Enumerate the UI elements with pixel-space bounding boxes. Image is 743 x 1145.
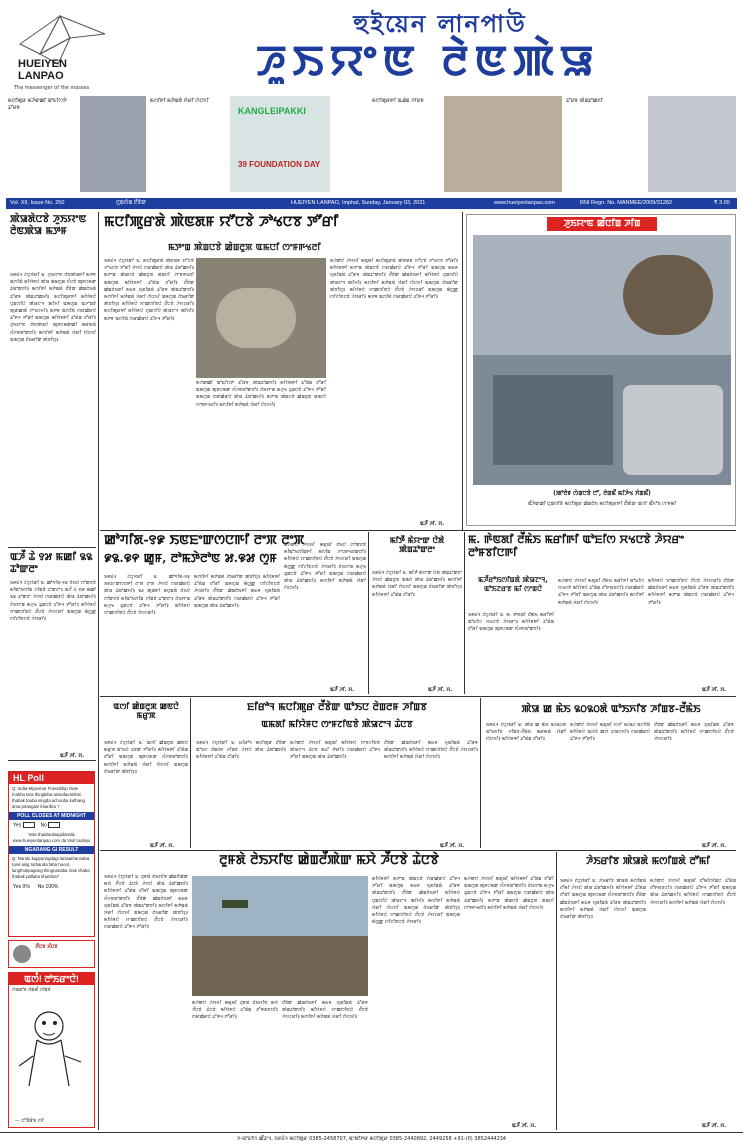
bottom-left-headline[interactable]: ꯂꯨꯝꯗꯥ ꯂꯥꯏꯆꯤꯟ ꯀꯥꯡꯂꯩꯄꯥꯛ ꯃꯆꯥ ꯍꯩꯅꯕꯥ ꯊꯥꯅꯕꯥ [219, 853, 439, 868]
mid-center-subhead: ꯑꯃꯗꯤ ꯃꯤꯌꯥꯝꯅ ꯁꯦꯝꯖꯤꯟꯕꯥ ꯄꯥꯎꯖꯦꯜ ꯊꯥꯅꯕ [261, 720, 413, 730]
strip-story-2[interactable] [150, 96, 330, 196]
photo-helicopter [222, 900, 248, 908]
poll-no-result: No 100% [37, 884, 59, 891]
mid-right-body-col-2: ꯃꯍꯥꯛꯅꯥ ꯍꯥꯌꯈꯤ ꯃꯗꯨꯗꯤ ꯆꯍꯤ ꯲꯰꯲꯰ ꯑꯁꯤꯗꯥ ꯃꯤꯌꯥꯝꯅꯥ ꯑꯋꯥꯕꯥ ꯀꯌꯥ ꯊꯦꯡꯅꯈꯤ꯫ ꯁꯔꯀꯥꯔꯅꯥ ꯊꯧꯒꯜ ꯇꯧꯔꯤ꯫ [570, 723, 650, 743]
left-headline-1[interactable]: ꯄꯥꯎꯗꯥꯅꯕꯥ ꯍꯨꯏꯌꯦꯟ ꯂꯥꯟꯄꯥꯎ ꯃꯇꯝ [10, 214, 87, 237]
mid-center-body-col-1: ꯏꯝꯐꯥꯜ ꯖꯥꯅꯨꯋꯥꯔꯤ ꯲: ꯐꯤꯔꯣꯜ ꯃꯅꯤꯄꯨꯔ ꯂꯩꯕꯥꯛ ꯑꯣꯏꯅ ꯂꯥꯡꯂꯝ ꯍꯤꯡꯕ ꯍꯥꯌꯅꯥ ꯄꯥꯎ ꯊꯥꯗꯣꯀꯈꯤ꯫ ꯃꯤꯌꯥꯝꯒꯤ ꯊꯧꯗꯥꯡ ꯂꯧꯔꯤ꯫ [196, 741, 286, 761]
bottom-left-signoff: ꯑꯍꯩ ꯍꯤ. ꯆ. [512, 1123, 537, 1129]
poll-vote-text[interactable]: Vote thadanabagidamak www.hueiyenlanpao.com da Visit toubiyu [12, 832, 91, 844]
strip-text: ꯃꯅꯤꯄꯨꯔꯒꯤ ꯑꯉꯥꯡ ꯍꯤꯔꯝ [372, 98, 424, 104]
lead-body-col-2: ꯃꯍꯥꯛꯀꯤ ꯑꯣꯐꯤꯁꯇꯥ ꯊꯧꯔꯝ ꯄꯥꯡꯊꯣꯀꯈꯤ꯫ ꯃꯤꯌꯥꯝꯒꯤ ꯊꯧꯗꯥꯡ ꯂꯧꯔꯤ ꯑꯃꯁꯨꯡ ꯄꯨꯝꯅꯃꯛ ꯈꯪꯍꯟꯗꯣꯛꯂꯤ꯫ ꯂꯥꯏꯌꯦꯡ ꯃꯍꯨꯠ ꯊꯨꯡꯅꯕꯥ ꯊꯧꯒꯜ ꯇꯧꯔꯤ ꯑꯃꯁꯨꯡ ꯁꯔꯀꯥꯔꯅꯥ ꯄꯥꯎ ꯊꯥꯗꯣꯀꯈꯤ꯫ ꯃꯇꯦꯡ ꯄꯥꯡꯅꯕꯥ ꯀꯥꯡꯂꯨꯞ ꯑꯃꯅꯤ ꯁꯦꯝꯒꯠꯂꯤ꯫ ꯃꯁꯤꯒꯤ ꯃꯇꯥꯡꯗꯥ ꯋꯥꯔꯤ ꯁꯥꯅꯈꯤ꯫ [196, 381, 326, 408]
bottom-right-body-col-2: ꯃꯍꯥꯛꯅꯥ ꯍꯥꯌꯈꯤ ꯃꯗꯨꯗꯤ ꯂꯧꯃꯤꯁꯤꯡꯅꯥ ꯊꯧꯗꯥꯡ ꯂꯧꯒꯗꯕꯅꯤ꯫ ꯁꯔꯀꯥꯔꯅꯥ ꯊꯧꯒꯜ ꯇꯧꯔꯤ ꯑꯃꯁꯨꯡ ꯄꯥꯎ ꯊꯥꯗꯣꯀꯈꯤ꯫ ꯃꯤꯌꯥꯝꯅꯥ ꯆꯦꯀꯁꯤꯟꯅꯥ ꯂꯩꯅꯕꯥ ꯍꯥꯌꯖꯔꯤ꯫ ꯃꯁꯤꯒꯤ ꯃꯇꯥꯡꯗꯥ ꯋꯥꯔꯤ ꯁꯥꯅꯈꯤ꯫ [650, 879, 736, 906]
feature-painting [473, 235, 731, 485]
right-mid-headline[interactable]: ꯃ. ꯒꯥꯟꯗꯤ ꯂꯩꯃꯥꯏ ꯃꯔꯤꯒꯤ ꯑꯣꯐꯤꯁ ꯆꯠꯅꯕꯥ ꯍꯥꯌꯔꯦ ꯂꯣꯝꯕꯤꯅꯒꯤ [468, 533, 684, 559]
small-body: ꯏꯝꯐꯥꯜ ꯖꯥꯅꯨꯋꯥꯔꯤ ꯲: ꯃꯤꯇꯩ ꯃꯥꯌꯦꯛ ꯅꯥꯗꯥ ꯄꯥꯡꯊꯣꯛꯂꯦ ꯍꯥꯌꯅꯥ ꯀꯥꯡꯂꯨꯞ ꯑꯃꯅꯥ ꯄꯥꯎ ꯊꯥꯗꯣꯀꯈꯤ꯫ ꯃꯁꯤꯒꯤ ꯃꯇꯥꯡꯗꯥ ꯋꯥꯔꯤ ꯁꯥꯅꯈꯤ ꯑꯃꯁꯨꯡ ꯂꯥꯏꯔꯤꯛ ꯄꯥꯕꯤꯌꯨ꯫ ꯃꯤꯌꯥꯝꯒꯤ ꯊꯧꯗꯥꯡ ꯂꯧꯔꯤ꯫ [372, 571, 462, 598]
poll-question: Q: India-Myanmar Friendship Gate makha tara thingbiba asinafaorekhni thabak touba singda achouba kuthang ama pirangani kharibra ? [12, 786, 85, 809]
row-rule [8, 760, 96, 761]
bottom-right-body-col-1: ꯏꯝꯐꯥꯜ ꯖꯥꯅꯨꯋꯥꯔꯤ ꯲: ꯍꯥꯏꯔꯤꯕ ꯄꯥꯎꯗꯥ ꯃꯁꯤꯡꯗꯥ ꯂꯧꯃꯤ ꯍꯥꯌꯅꯥ ꯄꯥꯎ ꯊꯥꯗꯣꯀꯈꯤ꯫ ꯃꯤꯌꯥꯝꯒꯤ ꯊꯧꯗꯥꯡ ꯂꯧꯔꯤ ꯑꯃꯁꯨꯡ ꯄꯨꯝꯅꯃꯛ ꯈꯪꯍꯟꯗꯣꯛꯂꯤ꯫ ꯂꯩꯕꯥꯛ ꯀꯥꯡꯂꯥꯏꯒꯤ ꯃꯐꯝ ꯈꯨꯗꯤꯡꯗꯥ ꯊꯧꯔꯝ ꯄꯥꯡꯊꯣꯛꯂꯤ꯫ ꯃꯁꯤꯒꯤ ꯃꯇꯥꯡꯗꯥ ꯋꯥꯔꯤ ꯁꯥꯅꯈꯤ ꯑꯃꯁꯨꯡ ꯂꯥꯏꯔꯤꯛ ꯄꯥꯕꯤꯌꯨ꯫ [560, 879, 646, 921]
bottom-right-signoff: ꯑꯍꯩ ꯍꯤ. ꯆ. [702, 1123, 727, 1129]
row-rule [100, 696, 736, 697]
dateline-place-date: HUEIYEN LANPAO, Imphal, Sunday, January 03, 2021 [291, 200, 426, 206]
poll-yes-option[interactable] [13, 822, 35, 828]
mid-left-body: ꯏꯝꯐꯥꯜ ꯖꯥꯅꯨꯋꯥꯔꯤ ꯲: ꯑꯁꯤ ꯀꯥꯡꯂꯨꯞ ꯀꯟꯅꯥ ꯃꯔꯨꯞ ꯑꯣꯏꯅꯥ ꯊꯕꯛ ꯇꯧꯔꯤ꯫ ꯃꯤꯌꯥꯝꯒꯤ ꯊꯧꯗꯥꯡ ꯂꯧꯔꯤ ꯑꯃꯁꯨꯡ ꯄꯨꯝꯅꯃꯛ ꯈꯪꯍꯟꯗꯣꯛꯂꯤ꯫ ꯃꯁꯤꯒꯤ ꯃꯇꯥꯡꯗꯥ ꯋꯥꯔꯤ ꯁꯥꯅꯈꯤ ꯑꯃꯁꯨꯡ ꯂꯥꯏꯔꯤꯛ ꯄꯥꯕꯤꯌꯨ꯫ [104, 741, 188, 775]
bottom-body-col-2: ꯃꯍꯥꯛꯅꯥ ꯍꯥꯌꯈꯤ ꯃꯗꯨꯗꯤ ꯂꯨꯝꯗꯥ ꯂꯥꯏꯆꯤꯟ ꯃꯆꯥ ꯍꯩꯅꯕꯥ ꯊꯥꯅꯕꯥ ꯃꯤꯌꯥꯝꯅꯥ ꯊꯧꯗꯥꯡ ꯂꯧꯒꯗꯕꯅꯤ꯫ ꯁꯔꯀꯥꯔꯅꯥ ꯊꯧꯒꯜ ꯇꯧꯔꯤ꯫ [192, 1001, 278, 1021]
strip-banner-text: KANGLEIPAKKI [238, 106, 306, 116]
covid-subhead: ꯹꯲.꯶꯵ ꯀꯨꯝ, ꯂꯣꯃꯇꯥꯂꯣꯟ ꯷.꯶꯷ ꯁꯨꯝ [104, 551, 277, 565]
painting-figure-right [623, 385, 723, 475]
dateline-local: ꯅꯨꯡꯁꯥꯡ ꯂꯩꯕꯥꯛ [116, 200, 146, 206]
cartoon-caption: ꯁꯥꯡꯗꯣꯝ ꯂꯥꯡꯃꯩ ꯍꯤꯡꯕꯥ [12, 988, 51, 993]
strip-photo [444, 96, 562, 192]
mid-left-signoff: ꯑꯍꯩ ꯍꯤ. ꯆ. [150, 843, 175, 849]
logo-name: HUEIYEN LANPAO [18, 58, 67, 82]
left-headline-2[interactable]: ꯑꯍꯩ ꯊꯥ ꯱꯷ ꯃꯀꯤ ꯲꯲ ꯊꯣꯛꯂꯦ [10, 552, 93, 575]
mid-right-body-col-1: ꯏꯝꯐꯥꯜ ꯖꯥꯅꯨꯋꯥꯔꯤ ꯲: ꯄꯥꯎ ꯀ ꯃꯥꯏ ꯲꯰꯲꯰ꯗꯥ ꯑꯣꯏꯈꯤꯕ ꯍꯤꯡꯕ-ꯂꯩꯃꯥꯏ ꯃꯔꯃꯗꯥ ꯋꯥꯔꯤ ꯁꯥꯅꯈꯤ꯫ ꯃꯤꯌꯥꯝꯒꯤ ꯊꯧꯗꯥꯡ ꯂꯧꯔꯤ꯫ [486, 723, 566, 743]
feature-caption-2: ꯑꯩꯍꯥꯛꯀꯤ ꯅꯨꯡꯁꯤꯕꯥ ꯃꯅꯤꯄꯨꯔ ꯀꯥꯡꯂꯥꯏ ꯃꯅꯤꯄꯨꯔꯒꯤ ꯂꯩꯄꯥꯛ ꯑꯁꯤ ꯑꯩꯈꯣꯏ ꯁꯦꯝꯃꯤ [527, 502, 677, 507]
mid-center-body-col-3: ꯂꯩꯕꯥꯛ ꯀꯥꯡꯂꯥꯏꯒꯤ ꯃꯐꯝ ꯈꯨꯗꯤꯡꯗꯥ ꯊꯧꯔꯝ ꯄꯥꯡꯊꯣꯛꯂꯤ꯫ ꯃꯤꯌꯥꯝꯅꯥ ꯆꯦꯀꯁꯤꯟꯅꯥ ꯂꯩꯅꯕꯥ ꯍꯥꯌꯖꯔꯤ꯫ ꯃꯁꯤꯒꯤ ꯃꯇꯥꯡꯗꯥ ꯋꯥꯔꯤ ꯁꯥꯅꯈꯤ꯫ [384, 741, 478, 761]
footer: ꯍ-ꯑꯣꯐꯤꯁ ꯀꯩꯊꯦꯜ, ꯏꯝꯐꯥꯜ ꯃꯅꯤꯄꯨꯔ 0385-2458707, ꯑꯦꯗꯤꯇꯔ ꯃꯅꯤꯄꯨꯔ 0385-2440892, 2449258 +91-(0) 3852444234 [0, 1132, 743, 1145]
mid-center-body-col-2: ꯃꯍꯥꯛꯅꯥ ꯍꯥꯌꯈꯤ ꯃꯗꯨꯗꯤ ꯃꯤꯌꯥꯝꯅꯥ ꯁꯦꯝꯖꯤꯟꯕꯥ ꯄꯥꯎꯖꯦꯜ ꯊꯥꯅꯕ ꯃꯊꯧ ꯇꯥꯔꯤ꯫ ꯁꯔꯀꯥꯔꯅꯥ ꯊꯧꯒꯜ ꯇꯧꯔꯤ ꯑꯃꯁꯨꯡ ꯄꯥꯎ ꯊꯥꯗꯣꯀꯈꯤ꯫ [290, 741, 380, 761]
feature-title: ꯍꯨꯏꯌꯦꯟ ꯀꯩꯅꯤꯡ ꯍꯤꯡ [547, 217, 657, 231]
weather-icon [13, 945, 31, 963]
left-signoff: ꯑꯍꯩ ꯍꯤ. ꯆ. [60, 753, 85, 759]
column-rule [556, 852, 557, 1130]
dateline [6, 198, 737, 209]
poll-result-question: Q: Nandu kuppunngdagi lanlauthannaba turel asig torbanda faba hoool, langthokpagang thingnanaba mak chaba thabak palluba khanbra? [12, 856, 90, 880]
feature-caption-1: (ꯄꯣꯂꯥꯝ ꯁꯥꯡꯅꯕꯥ ꯅꯧ, ꯂꯥꯡꯃꯩ ꯃꯤꯍꯥꯠ ꯈꯥꯡꯃꯩ) [553, 490, 651, 497]
covid-body-col-2: ꯃꯁꯤꯒꯤ ꯃꯇꯥꯡꯗꯥ ꯂꯥꯏꯔꯤꯛ ꯄꯥꯕꯤꯌꯨ꯫ ꯃꯤꯌꯥꯝꯒꯤ ꯊꯧꯗꯥꯡ ꯂꯧꯔꯤ ꯑꯃꯁꯨꯡ ꯃꯥꯁ꯭ꯛ ꯁꯤꯖꯤꯟꯅꯕꯥ ꯍꯥꯌꯔꯤ꯫ ꯂꯩꯕꯥꯛ ꯀꯥꯡꯂꯥꯏꯒꯤ ꯃꯐꯝ ꯈꯨꯗꯤꯡꯗꯥ ꯊꯧꯔꯝ ꯄꯥꯡꯊꯣꯛꯂꯤ꯫ ꯁꯔꯀꯥꯔꯅꯥ ꯊꯧꯒꯜ ꯇꯧꯔꯤ ꯑꯃꯁꯨꯡ ꯄꯥꯎ ꯊꯥꯗꯣꯀꯈꯤ꯫ [194, 575, 280, 609]
hl-poll [8, 771, 95, 937]
poll-yes-label: Yes [13, 822, 22, 829]
mid-center-headline[interactable]: ꯐꯤꯔꯣꯜ ꯃꯅꯤꯄꯨꯔ ꯂꯩꯕꯥꯛ ꯑꯣꯏꯅ ꯂꯥꯡꯂꯝ ꯍꯤꯡꯕ [247, 702, 427, 713]
poll-no-label: No [40, 822, 47, 829]
column-rule [464, 532, 465, 694]
lead-signoff: ꯑꯍꯩ ꯍꯤ. ꯆ. [420, 521, 445, 527]
photo-mountain [192, 936, 368, 996]
bottom-body-col-4: ꯃꯤꯌꯥꯝꯒꯤ ꯃꯇꯦꯡ ꯄꯥꯡꯅꯕꯥ ꯁꯔꯀꯥꯔꯅꯥ ꯊꯧꯒꯜ ꯇꯧꯔꯤ ꯑꯃꯁꯨꯡ ꯃꯐꯝ ꯈꯨꯗꯤꯡꯗꯥ ꯊꯧꯔꯝ ꯄꯥꯡꯊꯣꯛꯂꯤ꯫ ꯂꯩꯕꯥꯛ ꯀꯥꯡꯂꯥꯏꯒꯤ ꯃꯤꯌꯥꯝꯅꯥ ꯅꯨꯡꯁꯤꯅꯥ ꯄꯥꯎꯖꯦꯜ ꯄꯤꯈꯤ꯫ ꯃꯁꯤꯒꯤ ꯃꯇꯥꯡꯗꯥ ꯋꯥꯔꯤ ꯁꯥꯅꯈꯤ ꯑꯃꯁꯨꯡ ꯂꯥꯏꯔꯤꯛ ꯄꯥꯕꯤꯌꯨ꯫ ꯃꯤꯌꯥꯝꯅꯥ ꯆꯦꯀꯁꯤꯟꯅꯥ ꯂꯩꯅꯕꯥ ꯍꯥꯌꯖꯔꯤ ꯑꯃꯁꯨꯡ ꯃꯥꯁ꯭ꯛ ꯁꯤꯖꯤꯟꯅꯕꯥ ꯍꯥꯌꯔꯤ꯫ [372, 877, 460, 926]
mid-right-headline[interactable]: ꯄꯥꯎ ꯀ ꯃꯥꯏ ꯲꯰꯲꯰ꯗꯥ ꯑꯣꯏꯈꯤꯕ ꯍꯤꯡꯕ-ꯂꯩꯃꯥꯏ [521, 704, 701, 715]
right-mid-subhead: ꯃꯍꯩꯔꯣꯏꯁꯤꯡꯗꯥ ꯄꯥꯎꯖꯦꯜ, ꯑꯣꯏꯖꯔꯕ ꯃꯤ ꯁꯦꯡꯅꯥ [478, 576, 548, 593]
small-signoff: ꯑꯍꯩ ꯍꯤ. ꯆ. [428, 687, 453, 693]
strip-photo [648, 96, 736, 192]
bottom-right-headline[interactable]: ꯍꯥꯏꯔꯤꯕ ꯄꯥꯎꯗꯥ ꯃꯁꯤꯡꯗꯥ ꯂꯧꯃꯤ [586, 856, 710, 867]
lead-subhead: ꯃꯇꯦꯡ ꯄꯥꯡꯅꯕꯥ ꯀꯥꯡꯂꯨꯞ ꯑꯃꯅꯤ ꯁꯦꯝꯒꯠꯂꯤ [168, 243, 321, 253]
column-rule [480, 698, 481, 848]
mid-left-headline[interactable]: ꯑꯁꯤ ꯀꯥꯡꯂꯨꯞ ꯀꯟꯅꯥ ꯃꯔꯨꯞ [113, 701, 179, 721]
row-rule [8, 547, 96, 548]
cartoon-signature: — ꯅꯧꯕꯥꯔꯥꯝ ꯁꯤ [15, 1119, 44, 1124]
small-headline[interactable]: ꯃꯤꯇꯩ ꯃꯥꯌꯦꯛ ꯅꯥꯗꯥ ꯄꯥꯡꯊꯣꯛꯂꯦ [389, 535, 445, 555]
covid-signoff: ꯑꯍꯩ ꯍꯤ. ꯆ. [330, 687, 355, 693]
poll-yes-result: Yes 0% [13, 884, 30, 891]
right-mid-body-col-3: ꯃꯤꯌꯥꯝꯅꯥ ꯆꯦꯀꯁꯤꯟꯅꯥ ꯂꯩꯅꯕꯥ ꯍꯥꯌꯖꯔꯤ꯫ ꯂꯩꯕꯥꯛ ꯀꯥꯡꯂꯥꯏꯒꯤ ꯃꯐꯝ ꯈꯨꯗꯤꯡꯗꯥ ꯊꯧꯔꯝ ꯄꯥꯡꯊꯣꯛꯂꯤ꯫ ꯃꯤꯌꯥꯝꯒꯤ ꯃꯇꯦꯡ ꯄꯥꯡꯅꯕꯥ ꯁꯔꯀꯥꯔꯅꯥ ꯊꯧꯒꯜ ꯇꯧꯔꯤ꯫ [648, 579, 734, 606]
row-rule [100, 850, 736, 851]
right-mid-body-col-1: ꯏꯝꯐꯥꯜ ꯖꯥꯅꯨꯋꯥꯔꯤ ꯲: ꯃ. ꯒꯥꯟꯗꯤ ꯂꯩꯃꯥꯏ ꯃꯔꯤꯒꯤ ꯑꯣꯐꯤꯁ ꯆꯠꯅꯕꯥ ꯍꯥꯌꯔꯦ꯫ ꯃꯤꯌꯥꯝꯒꯤ ꯊꯧꯗꯥꯡ ꯂꯧꯔꯤ ꯑꯃꯁꯨꯡ ꯄꯨꯝꯅꯃꯛ ꯈꯪꯍꯟꯗꯣꯛꯂꯤ꯫ [468, 613, 554, 633]
poll-no-box[interactable] [48, 822, 60, 828]
bottom-photo [192, 876, 368, 996]
lead-photo-subject [216, 288, 296, 348]
cartoon-figure-icon [9, 996, 95, 1106]
left-body-2: ꯏꯝꯐꯥꯜ ꯖꯥꯅꯨꯋꯥꯔꯤ ꯲: ꯀꯣꯚꯤꯗ-꯱꯹ ꯂꯥꯏꯅꯥ ꯁꯣꯛꯂꯕꯥ ꯃꯤꯑꯣꯏꯁꯤꯡ ꯍꯤꯡꯕꯥ ꯊꯣꯛꯂꯦ꯫ ꯑꯍꯩ ꯊꯥ ꯱꯷ ꯃꯀꯤ ꯲꯲ ꯊꯣꯛꯂꯦ ꯍꯥꯌꯅꯥ ꯁꯔꯀꯥꯔꯅꯥ ꯄꯥꯎ ꯊꯥꯗꯣꯀꯈꯤ꯫ ꯂꯥꯏꯌꯦꯡ ꯃꯍꯨꯠ ꯊꯨꯡꯅꯕꯥ ꯊꯧꯒꯜ ꯇꯧꯔꯤ꯫ ꯃꯤꯌꯥꯝꯅꯥ ꯆꯦꯀꯁꯤꯟꯅꯥ ꯂꯩꯅꯕꯥ ꯍꯥꯌꯖꯔꯤ ꯑꯃꯁꯨꯡ ꯃꯥꯁ꯭ꯛ ꯁꯤꯖꯤꯟꯅꯕꯥ ꯍꯥꯌꯔꯤ꯫ [10, 581, 96, 623]
painting-figures [493, 375, 613, 465]
right-mid-body-col-2: ꯃꯍꯥꯛꯅꯥ ꯍꯥꯌꯈꯤ ꯃꯗꯨꯗꯤ ꯂꯩꯃꯥꯏ ꯃꯔꯤꯒꯤ ꯑꯣꯐꯤꯁ ꯆꯠꯅꯕꯥ ꯃꯤꯌꯥꯝꯅꯥ ꯊꯧꯗꯥꯡ ꯂꯧꯒꯗꯕꯅꯤ꯫ ꯁꯔꯀꯥꯔꯅꯥ ꯊꯧꯒꯜ ꯇꯧꯔꯤ ꯑꯃꯁꯨꯡ ꯄꯥꯎ ꯊꯥꯗꯣꯀꯈꯤ꯫ ꯃꯁꯤꯒꯤ ꯃꯇꯥꯡꯗꯥ ꯋꯥꯔꯤ ꯁꯥꯅꯈꯤ꯫ [558, 579, 644, 606]
mid-center-signoff: ꯑꯍꯩ ꯍꯤ. ꯆ. [440, 843, 465, 849]
poll-result-head: NGARANG GI RESULT [9, 846, 94, 854]
strip-story-1[interactable] [8, 96, 146, 196]
lead-headline[interactable]: ꯃꯅꯤꯄꯨꯔꯗꯥ ꯄꯥꯟꯗꯝ ꯌꯧꯅꯕꯥ ꯍꯣꯠꯅꯕ ꯇꯧꯔꯤ [104, 214, 339, 230]
strip-photo [80, 96, 146, 192]
strip-photo [230, 96, 330, 192]
covid-headline[interactable]: ꯀꯣꯚꯤꯗ-꯱꯹ ꯏꯟꯐꯦꯛꯁꯅꯒꯤ ꯂꯦꯞ ꯂꯦꯞ [104, 533, 305, 548]
weather-box [8, 940, 95, 968]
lead-body-col-1: ꯏꯝꯐꯥꯜ ꯖꯥꯅꯨꯋꯥꯔꯤ ꯲: ꯃꯅꯤꯄꯨꯔꯗꯥ ꯄꯥꯟꯗꯝ ꯌꯧꯅꯕꯥ ꯍꯣꯠꯅꯕ ꯇꯧꯔꯤ ꯍꯥꯌꯅꯥ ꯁꯔꯀꯥꯔꯅꯥ ꯄꯥꯎ ꯊꯥꯗꯣꯀꯈꯤ꯫ ꯃꯇꯦꯡ ꯄꯥꯡꯅꯕꯥ ꯀꯥꯡꯂꯨꯞ ꯑꯃꯅꯤ ꯁꯦꯝꯒꯠꯂꯤ ꯑꯃꯁꯨꯡ ꯃꯤꯌꯥꯝꯒꯤ ꯊꯧꯗꯥꯡ ꯂꯧꯔꯤ꯫ ꯂꯩꯕꯥꯛ ꯀꯥꯡꯂꯥꯏꯒꯤ ꯃꯐꯝ ꯈꯨꯗꯤꯡꯗꯥ ꯊꯧꯔꯝ ꯄꯥꯡꯊꯣꯛꯂꯤ꯫ ꯃꯁꯤꯒꯤ ꯃꯇꯥꯡꯗꯥ ꯋꯥꯔꯤ ꯁꯥꯅꯈꯤ ꯑꯃꯁꯨꯡ ꯂꯥꯏꯔꯤꯛ ꯄꯥꯕꯤꯌꯨ꯫ ꯃꯤꯌꯥꯝꯅꯥ ꯆꯦꯀꯁꯤꯟꯅꯥ ꯂꯩꯅꯕꯥ ꯍꯥꯌꯖꯔꯤ꯫ ꯃꯅꯤꯄꯨꯔꯒꯤ ꯃꯤꯌꯥꯝꯅꯥ ꯅꯨꯡꯁꯤꯅꯥ ꯄꯥꯎꯖꯦꯜ ꯄꯤꯈꯤ꯫ ꯃꯇꯝ ꯑꯁꯤꯗꯥ ꯁꯔꯀꯥꯔꯅꯥ ꯊꯧꯒꯜ ꯇꯧꯔꯤ꯫ [104, 259, 194, 322]
logo-tagline: The messenger of the masses [14, 85, 90, 91]
left-body-1: ꯏꯝꯐꯥꯜ ꯖꯥꯅꯨꯋꯥꯔꯤ ꯲: ꯍꯨꯏꯌꯦꯟ ꯂꯥꯟꯄꯥꯎꯒꯤ ꯃꯇꯝ ꯑꯁꯤꯗꯥ ꯃꯤꯌꯥꯝꯅꯥ ꯄꯥꯎ ꯑꯃꯁꯨꯡ ꯈꯪꯅꯕꯥ ꯄꯨꯝꯅꯃꯛ ꯊꯥꯗꯣꯛꯂꯤ꯫ ꯃꯁꯤꯒꯤ ꯃꯇꯥꯡꯗꯥ ꯂꯩꯕꯥꯛ ꯀꯥꯡꯂꯥꯏꯗꯥ ꯊꯧꯔꯝ ꯄꯥꯡꯊꯣꯀꯈꯤ꯫ ꯃꯅꯤꯄꯨꯔꯒꯤ ꯃꯤꯌꯥꯝꯅꯥ ꯅꯨꯡꯁꯤꯅꯥ ꯄꯥꯎꯖꯦꯜ ꯄꯤꯈꯤ ꯑꯃꯁꯨꯡ ꯑꯍꯣꯡꯕꯥ ꯄꯨꯔꯀꯄꯥ ꯍꯣꯠꯅꯈꯤ꯫ ꯃꯇꯝ ꯑꯁꯤꯗꯥ ꯁꯔꯀꯥꯔꯅꯥ ꯊꯧꯒꯜ ꯇꯧꯔꯤ ꯑꯃꯁꯨꯡ ꯃꯤꯌꯥꯝꯒꯤ ꯊꯧꯗꯥꯡ ꯂꯧꯔꯤ꯫ ꯍꯨꯏꯌꯦꯟ ꯂꯥꯟꯄꯥꯎꯅꯥ ꯄꯨꯝꯅꯃꯛꯀꯤ ꯃꯔꯃꯗꯥ ꯈꯪꯍꯟꯗꯣꯛꯂꯤ꯫ ꯃꯁꯤꯒꯤ ꯃꯇꯥꯡꯗꯥ ꯋꯥꯔꯤ ꯁꯥꯅꯈꯤ ꯑꯃꯁꯨꯡ ꯂꯥꯏꯔꯤꯛ ꯄꯥꯕꯤꯌꯨ꯫ [10, 273, 96, 343]
website-link[interactable]: www.hueiyenlanpao.com [494, 200, 555, 206]
poll-yes-box[interactable] [23, 822, 35, 828]
painting-creature [623, 255, 713, 335]
poll-title: HL Poll [9, 772, 94, 784]
lead-body-col-3: ꯃꯍꯥꯛꯅꯥ ꯍꯥꯌꯈꯤ ꯃꯗꯨꯗꯤ ꯃꯅꯤꯄꯨꯔꯗꯥ ꯄꯥꯟꯗꯝ ꯌꯧꯅꯕꯥ ꯍꯣꯠꯅꯕ ꯇꯧꯔꯤ꯫ ꯃꯤꯌꯥꯝꯒꯤ ꯃꯇꯦꯡ ꯄꯥꯡꯅꯕꯥ ꯁꯔꯀꯥꯔꯅꯥ ꯊꯧꯒꯜ ꯇꯧꯔꯤ ꯑꯃꯁꯨꯡ ꯃꯐꯝ ꯈꯨꯗꯤꯡꯗꯥ ꯊꯧꯔꯝ ꯄꯥꯡꯊꯣꯛꯂꯤ꯫ ꯂꯩꯕꯥꯛ ꯀꯥꯡꯂꯥꯏꯒꯤ ꯃꯤꯌꯥꯝꯅꯥ ꯅꯨꯡꯁꯤꯅꯥ ꯄꯥꯎꯖꯦꯜ ꯄꯤꯈꯤ꯫ ꯃꯁꯤꯒꯤ ꯃꯇꯥꯡꯗꯥ ꯋꯥꯔꯤ ꯁꯥꯅꯈꯤ ꯑꯃꯁꯨꯡ ꯂꯥꯏꯔꯤꯛ ꯄꯥꯕꯤꯌꯨ꯫ ꯃꯤꯌꯥꯝꯅꯥ ꯆꯦꯀꯁꯤꯟꯅꯥ ꯂꯩꯅꯕꯥ ꯍꯥꯌꯖꯔꯤ ꯑꯃꯁꯨꯡ ꯃꯥꯁ꯭ꯛ ꯁꯤꯖꯤꯟꯅꯕꯥ ꯍꯥꯌꯔꯤ꯫ ꯃꯇꯝ ꯑꯁꯤꯗꯥ ꯁꯔꯀꯥꯔꯅꯥ ꯊꯧꯒꯜ ꯇꯧꯔꯤ꯫ [330, 259, 458, 301]
covid-body-col-1: ꯏꯝꯐꯥꯜ ꯖꯥꯅꯨꯋꯥꯔꯤ ꯲: ꯀꯣꯚꯤꯗ-꯱꯹ ꯏꯟꯐꯦꯛꯁꯅꯒꯤ ꯂꯦꯞ ꯂꯦꯞ ꯍꯥꯌꯅꯥ ꯁꯔꯀꯥꯔꯅꯥ ꯄꯥꯎ ꯊꯥꯗꯣꯀꯈꯤ꯫ ꯲꯴ ꯄꯨꯡꯒꯤ ꯃꯅꯨꯡꯗꯥ ꯂꯥꯏꯅꯥ ꯁꯣꯛꯂꯕꯥ ꯃꯤꯑꯣꯏꯁꯤꯡ ꯍꯤꯡꯕꯥ ꯊꯣꯛꯂꯦ꯫ ꯂꯥꯏꯌꯦꯡ ꯃꯍꯨꯠ ꯊꯨꯡꯅꯕꯥ ꯊꯧꯒꯜ ꯇꯧꯔꯤ꯫ ꯃꯤꯌꯥꯝꯅꯥ ꯆꯦꯀꯁꯤꯟꯅꯥ ꯂꯩꯅꯕꯥ ꯍꯥꯌꯖꯔꯤ꯫ [104, 575, 190, 617]
right-mid-signoff: ꯑꯍꯩ ꯍꯤ. ꯆ. [702, 687, 727, 693]
title-meitei: ꯍꯨꯏꯌꯦꯟ ꯂꯥꯟꯄꯥꯎ [256, 36, 600, 85]
poll-no-option[interactable] [41, 822, 61, 828]
issue-number: Vol. XII, Issue No. 250 [10, 200, 65, 206]
cartoon-label: ꯑꯁꯪ! ꯂꯣꯏꯔꯦꯅꯥ! [9, 973, 94, 985]
covid-body-col-3: ꯃꯍꯥꯛꯅꯥ ꯍꯥꯌꯈꯤ ꯃꯗꯨꯗꯤ ꯂꯥꯏꯅꯥ ꯁꯣꯛꯂꯕꯥ ꯃꯤꯑꯣꯏꯁꯤꯡꯒꯤ ꯃꯁꯤꯡ ꯍꯦꯅꯒꯠꯂꯛꯂꯤ꯫ ꯃꯤꯌꯥꯝꯅꯥ ꯆꯦꯀꯁꯤꯟꯅꯥ ꯂꯩꯅꯕꯥ ꯍꯥꯌꯖꯔꯤ ꯑꯃꯁꯨꯡ ꯃꯥꯁ꯭ꯛ ꯁꯤꯖꯤꯟꯅꯕꯥ ꯍꯥꯌꯔꯤ꯫ ꯂꯥꯏꯌꯦꯡ ꯃꯍꯨꯠ ꯊꯨꯡꯅꯕꯥ ꯊꯧꯒꯜ ꯇꯧꯔꯤ ꯑꯃꯁꯨꯡ ꯁꯔꯀꯥꯔꯅꯥ ꯄꯥꯎ ꯊꯥꯗꯣꯀꯈꯤ꯫ ꯃꯁꯤꯒꯤ ꯃꯇꯥꯡꯗꯥ ꯋꯥꯔꯤ ꯁꯥꯅꯈꯤ꯫ [284, 543, 366, 592]
title-bengali: হুইয়েন লানপাউ [353, 10, 527, 38]
column-rule [368, 532, 369, 694]
column-rule [462, 212, 463, 530]
strip-text: ꯃꯁꯤꯒꯤ ꯃꯇꯥꯡꯗꯥ ꯋꯥꯔꯤ ꯁꯥꯅꯈꯤ [150, 98, 209, 104]
strip-story-4[interactable] [566, 96, 736, 196]
lead-photo [196, 258, 326, 378]
logo [10, 14, 110, 94]
column-rule [98, 212, 99, 1130]
mid-right-signoff: ꯑꯍꯩ ꯍꯤ. ꯆ. [702, 843, 727, 849]
bottom-body-col-3: ꯂꯩꯕꯥꯛ ꯀꯥꯡꯂꯥꯏꯒꯤ ꯃꯐꯝ ꯈꯨꯗꯤꯡꯗꯥ ꯊꯧꯔꯝ ꯄꯥꯡꯊꯣꯛꯂꯤ꯫ ꯃꯤꯌꯥꯝꯅꯥ ꯆꯦꯀꯁꯤꯟꯅꯥ ꯂꯩꯅꯕꯥ ꯍꯥꯌꯖꯔꯤ꯫ ꯃꯁꯤꯒꯤ ꯃꯇꯥꯡꯗꯥ ꯋꯥꯔꯤ ꯁꯥꯅꯈꯤ꯫ [282, 1001, 368, 1021]
weather-title: ꯍꯩꯅꯕ ꯈꯪꯅꯕ [35, 944, 58, 950]
strip-text: ꯃꯅꯤꯄꯨꯔ ꯃꯍꯥꯛꯀꯤ ꯑꯣꯐꯤꯁꯇꯥ ꯊꯧꯔꯝ [8, 98, 67, 111]
bottom-body-col-5: ꯃꯍꯥꯛꯅꯥ ꯍꯥꯌꯈꯤ ꯃꯗꯨꯗꯤ ꯃꯤꯌꯥꯝꯒꯤ ꯊꯧꯗꯥꯡ ꯂꯧꯔꯤ ꯑꯃꯁꯨꯡ ꯄꯨꯝꯅꯃꯛ ꯈꯪꯍꯟꯗꯣꯛꯂꯤ꯫ ꯂꯥꯏꯌꯦꯡ ꯃꯍꯨꯠ ꯊꯨꯡꯅꯕꯥ ꯊꯧꯒꯜ ꯇꯧꯔꯤ ꯑꯃꯁꯨꯡ ꯁꯔꯀꯥꯔꯅꯥ ꯄꯥꯎ ꯊꯥꯗꯣꯀꯈꯤ꯫ ꯃꯇꯦꯡ ꯄꯥꯡꯅꯕꯥ ꯀꯥꯡꯂꯨꯞ ꯑꯃꯅꯤ ꯁꯦꯝꯒꯠꯂꯤ꯫ ꯃꯁꯤꯒꯤ ꯃꯇꯥꯡꯗꯥ ꯋꯥꯔꯤ ꯁꯥꯅꯈꯤ꯫ [464, 877, 554, 911]
price: ₹ 3.00 [714, 200, 730, 206]
column-rule [190, 698, 191, 848]
row-rule [100, 530, 736, 531]
strip-text: ꯊꯧꯔꯝ ꯄꯥꯡꯊꯣꯀꯈꯤ [566, 98, 603, 104]
mid-right-body-col-3: ꯂꯩꯕꯥꯛ ꯀꯥꯡꯂꯥꯏꯒꯤ ꯃꯐꯝ ꯈꯨꯗꯤꯡꯗꯥ ꯊꯧꯔꯝ ꯄꯥꯡꯊꯣꯛꯂꯤ꯫ ꯃꯤꯌꯥꯝꯅꯥ ꯆꯦꯀꯁꯤꯟꯅꯥ ꯂꯩꯅꯕꯥ ꯍꯥꯌꯖꯔꯤ꯫ [654, 723, 734, 743]
bottom-body-col-1: ꯏꯝꯐꯥꯜ ꯖꯥꯅꯨꯋꯥꯔꯤ ꯲: ꯂꯨꯝꯗꯥ ꯂꯥꯏꯆꯤꯟ ꯀꯥꯡꯂꯩꯄꯥꯛ ꯃꯆꯥ ꯍꯩꯅꯕꯥ ꯊꯥꯅꯕꯥ ꯍꯥꯌꯅꯥ ꯄꯥꯎ ꯊꯥꯗꯣꯀꯈꯤ꯫ ꯃꯤꯌꯥꯝꯒꯤ ꯊꯧꯗꯥꯡ ꯂꯧꯔꯤ ꯑꯃꯁꯨꯡ ꯄꯨꯝꯅꯃꯛ ꯈꯪꯍꯟꯗꯣꯛꯂꯤ꯫ ꯂꯩꯕꯥꯛ ꯀꯥꯡꯂꯥꯏꯒꯤ ꯃꯐꯝ ꯈꯨꯗꯤꯡꯗꯥ ꯊꯧꯔꯝ ꯄꯥꯡꯊꯣꯛꯂꯤ꯫ ꯃꯁꯤꯒꯤ ꯃꯇꯥꯡꯗꯥ ꯋꯥꯔꯤ ꯁꯥꯅꯈꯤ ꯑꯃꯁꯨꯡ ꯂꯥꯏꯔꯤꯛ ꯄꯥꯕꯤꯌꯨ꯫ ꯃꯤꯌꯥꯝꯅꯥ ꯆꯦꯀꯁꯤꯟꯅꯥ ꯂꯩꯅꯕꯥ ꯍꯥꯌꯖꯔꯤ꯫ ꯁꯔꯀꯥꯔꯅꯥ ꯊꯧꯒꯜ ꯇꯧꯔꯤ꯫ [104, 875, 188, 931]
cartoon-box [8, 972, 95, 1128]
strip-story-3[interactable] [372, 96, 562, 196]
strip-banner-sub: 39 FOUNDATION DAY [238, 160, 321, 169]
poll-closes: POLL CLOSES AT MIDNIGHT [9, 812, 94, 820]
rni-number: RNI Regn. No. MANMEE/2009/31282 [580, 200, 673, 206]
feature-box [466, 214, 736, 526]
